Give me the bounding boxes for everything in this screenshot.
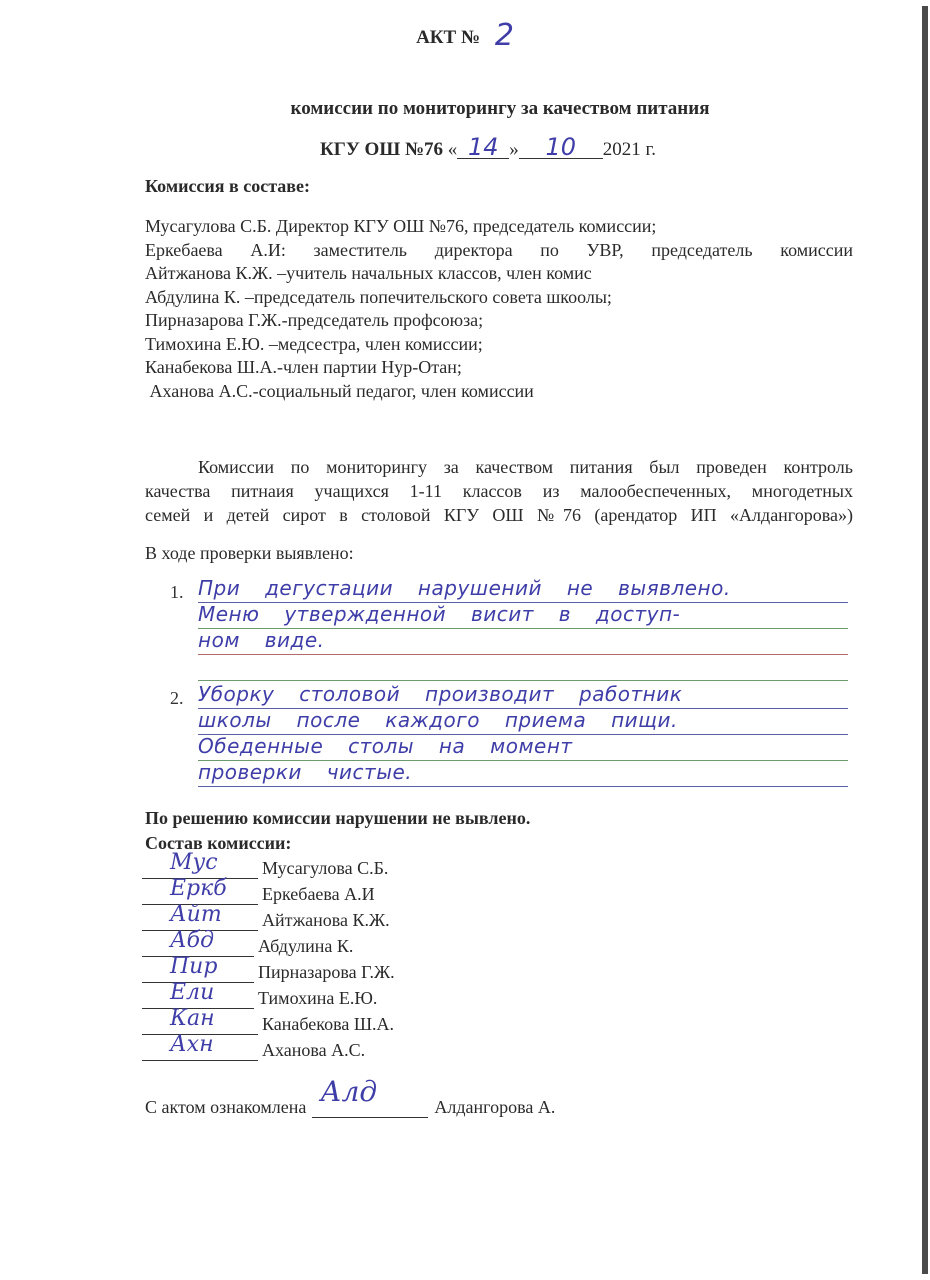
- act-title-label: АКТ №: [416, 27, 481, 48]
- findings-heading: В ходе проверки выявлено:: [145, 543, 354, 563]
- member-item: Айтжанова К.Ж. –учитель начальных классов, член комис: [145, 263, 592, 283]
- signatory-name: Еркебаева А.И: [262, 884, 375, 904]
- member-item: Аханова А.С.-социальный педагог, член комиссии: [145, 380, 534, 401]
- commission-decision: По решению комиссии нарушении не вывлено.: [145, 808, 531, 828]
- acknowledgement-line: [145, 1075, 556, 1118]
- date-month-field: 10: [519, 136, 603, 159]
- act-title: [0, 18, 930, 53]
- member-item: Тимохина Е.Ю. –медсестра, член комиссии;: [145, 333, 483, 354]
- acknowledger-name: Алдангорова А.: [434, 1097, 556, 1117]
- signature-row: [142, 1032, 366, 1066]
- handwritten-signature: Алд: [320, 1075, 378, 1108]
- signature-line: [312, 1075, 428, 1118]
- signatory-name: Пирназарова Г.Ж.: [258, 962, 395, 982]
- organization-name: КГУ ОШ №76: [320, 139, 444, 160]
- finding-number: 1.: [170, 582, 184, 602]
- handwritten-signature: Кан: [170, 1006, 215, 1031]
- handwritten-line: Уборку столовой производит работник: [198, 682, 848, 709]
- signatory-name: Канабекова Ш.А.: [262, 1014, 395, 1034]
- act-number: 2: [494, 18, 514, 53]
- handwritten-line: ном виде.: [198, 628, 848, 655]
- handwritten-signature: Ели: [170, 980, 215, 1005]
- paragraph-line: Комиссии по мониторингу за качеством питания был проведен контроль: [198, 457, 853, 477]
- paragraph-line: семей и детей сирот в столовой КГУ ОШ №76 (арендатор ИП «Алдангорова»): [145, 505, 853, 525]
- date-day-field: 14: [457, 136, 509, 159]
- inspection-paragraph: [145, 455, 853, 527]
- handwritten-signature: Айт: [170, 902, 222, 927]
- handwritten-signature: Мус: [170, 850, 218, 875]
- member-item: Пирназарова Г.Ж.-председатель профсоюза;: [145, 310, 484, 330]
- handwritten-signature: Пир: [170, 954, 218, 979]
- handwritten-line: школы после каждого приема пищи.: [198, 708, 848, 735]
- commission-heading: Комиссия в составе:: [145, 176, 310, 196]
- signatory-name: Мусагулова С.Б.: [262, 858, 389, 878]
- handwritten-signature: Еркб: [170, 876, 227, 901]
- member-item: Мусагулова С.Б. Директор КГУ ОШ №76, председатель комиссии;: [145, 216, 657, 236]
- signatures-heading: Состав комиссии:: [145, 833, 292, 853]
- scan-edge-border: [922, 6, 928, 1274]
- signatory-name: Абдулина К.: [258, 936, 354, 956]
- handwritten-line: При дегустации нарушений не выявлено.: [198, 576, 848, 603]
- commission-members-list: [145, 215, 853, 403]
- handwritten-signature: Абд: [170, 928, 215, 953]
- handwritten-line: [198, 654, 848, 681]
- member-item: Еркебаева А.И: заместитель директора по УВР, председатель комиссии: [145, 239, 853, 260]
- date-line: [320, 133, 656, 161]
- handwritten-line: проверки чистые.: [198, 760, 848, 787]
- signatory-name: Айтжанова К.Ж.: [262, 910, 390, 930]
- acknowledgement-label: С актом ознакомлена: [145, 1097, 307, 1117]
- date-year: 2021 г.: [602, 139, 656, 160]
- date-open-quote: «: [447, 139, 458, 160]
- handwritten-signature: Ахн: [170, 1032, 214, 1057]
- handwritten-line: Обеденные столы на момент: [198, 734, 848, 761]
- signature-line: [142, 1032, 258, 1061]
- finding-number: 2.: [170, 688, 184, 708]
- date-close-quote: »: [509, 139, 519, 160]
- act-subtitle: комиссии по мониторингу за качеством питания: [290, 98, 710, 119]
- member-item: Абдулина К. –председатель попечительского совета шкоолы;: [145, 286, 612, 307]
- handwritten-line: Меню утвержденной висит в доступ-: [198, 602, 848, 629]
- signatory-name: Аханова А.С.: [262, 1040, 366, 1060]
- member-item: Канабекова Ш.А.-член партии Нур-Отан;: [145, 357, 462, 377]
- paragraph-line: качества питнаия учащихся 1-11 классов из малообеспеченных, многодетных: [145, 481, 853, 501]
- signatory-name: Тимохина Е.Ю.: [258, 988, 378, 1008]
